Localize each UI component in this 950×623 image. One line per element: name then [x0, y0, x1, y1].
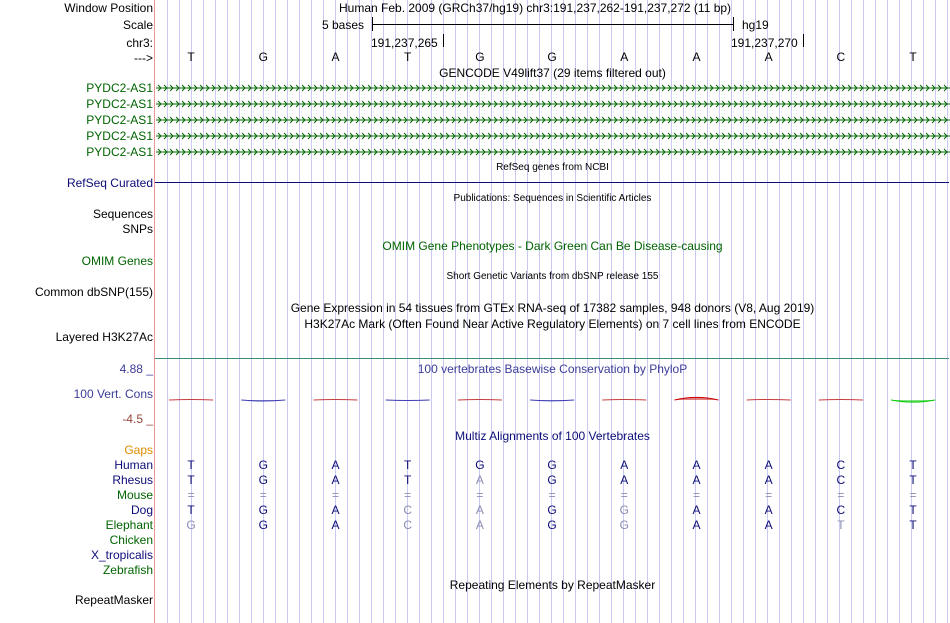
- alignment-base[interactable]: A: [692, 473, 701, 487]
- alignment-base[interactable]: =: [909, 488, 917, 502]
- phylop-score-mark[interactable]: [602, 400, 646, 401]
- reference-base[interactable]: A: [764, 50, 773, 64]
- alignment-base[interactable]: A: [331, 518, 340, 532]
- alignment-base[interactable]: A: [692, 503, 701, 517]
- strand-label[interactable]: --->: [134, 51, 153, 65]
- gencode-item-label[interactable]: PYDC2-AS1: [86, 97, 153, 111]
- alignment-base[interactable]: C: [403, 518, 413, 532]
- phylop-score-mark[interactable]: [819, 399, 863, 400]
- reference-base[interactable]: A: [620, 50, 629, 64]
- gencode-feature[interactable]: [156, 84, 950, 92]
- alignment-base[interactable]: T: [909, 473, 917, 487]
- alignment-base[interactable]: C: [403, 503, 413, 517]
- gencode-feature[interactable]: [156, 116, 950, 124]
- reference-base[interactable]: T: [404, 50, 412, 64]
- alignment-base[interactable]: T: [187, 503, 195, 517]
- phylop-score-mark[interactable]: [747, 400, 791, 401]
- position-label-2: 191,237,270: [731, 36, 798, 50]
- h3k27ac-track-title[interactable]: H3K27Ac Mark (Often Found Near Active Regulatory Elements) on 7 cell lines from ENCODE: [304, 317, 801, 331]
- gencode-item-label[interactable]: PYDC2-AS1: [86, 145, 153, 159]
- gencode-feature[interactable]: [156, 100, 950, 108]
- alignment-base[interactable]: G: [547, 473, 557, 487]
- dbsnp-track-title[interactable]: Short Genetic Variants from dbSNP release 155: [446, 271, 659, 282]
- reference-base[interactable]: G: [258, 50, 268, 64]
- reference-base[interactable]: T: [909, 50, 917, 64]
- species-label[interactable]: X_tropicalis: [90, 548, 153, 562]
- phylop-label[interactable]: 100 Vert. Cons: [73, 387, 153, 401]
- gencode-item-label[interactable]: PYDC2-AS1: [86, 129, 153, 143]
- phylop-min-label: -4.5 _: [122, 412, 153, 426]
- phylop-score-mark[interactable]: [458, 400, 502, 401]
- position-tick-1: [443, 34, 444, 47]
- alignment-base[interactable]: T: [909, 458, 917, 472]
- h3k27ac-signal-line[interactable]: [155, 358, 949, 359]
- alignment-base[interactable]: T: [404, 458, 412, 472]
- repeatmasker-track-title[interactable]: Repeating Elements by RepeatMasker: [449, 578, 656, 592]
- chr-label[interactable]: chr3:: [126, 36, 153, 50]
- alignment-base[interactable]: A: [620, 473, 629, 487]
- reference-base[interactable]: A: [331, 50, 340, 64]
- refseq-track-title[interactable]: RefSeq genes from NCBI: [496, 162, 609, 173]
- species-label[interactable]: Dog: [130, 503, 153, 517]
- alignment-base[interactable]: G: [619, 518, 629, 532]
- window-position-text[interactable]: Human Feb. 2009 (GRCh37/hg19) chr3:191,237,262-191,237,272 (11 bp): [339, 1, 732, 15]
- alignment-base[interactable]: C: [836, 458, 846, 472]
- species-label[interactable]: Chicken: [109, 533, 153, 547]
- gaps-label[interactable]: Gaps: [124, 443, 153, 457]
- multiz-track-title[interactable]: Multiz Alignments of 100 Vertebrates: [455, 429, 650, 443]
- position-label-1: 191,237,265: [371, 36, 438, 50]
- refseq-gene-line[interactable]: [155, 182, 949, 183]
- h3k27ac-label[interactable]: Layered H3K27Ac: [55, 330, 153, 344]
- alignment-base[interactable]: A: [331, 473, 340, 487]
- alignment-base[interactable]: G: [258, 518, 268, 532]
- phylop-max-label: 4.88 _: [119, 362, 153, 376]
- alignment-base[interactable]: T: [837, 518, 845, 532]
- reference-base[interactable]: G: [475, 50, 485, 64]
- alignment-base[interactable]: A: [764, 518, 773, 532]
- repeatmasker-label[interactable]: RepeatMasker: [74, 593, 153, 607]
- sequences-label[interactable]: Sequences: [92, 207, 153, 221]
- phylop-score-mark[interactable]: [386, 400, 430, 401]
- alignment-base[interactable]: A: [692, 518, 701, 532]
- reference-base[interactable]: A: [692, 50, 701, 64]
- phylop-score-mark[interactable]: [314, 400, 358, 401]
- alignment-base[interactable]: A: [475, 518, 484, 532]
- dbsnp-label[interactable]: Common dbSNP(155): [34, 285, 153, 299]
- alignment-base[interactable]: G: [547, 458, 557, 472]
- alignment-base[interactable]: G: [258, 458, 268, 472]
- species-label[interactable]: Human: [114, 458, 153, 472]
- alignment-base[interactable]: T: [909, 503, 917, 517]
- species-label[interactable]: Elephant: [105, 518, 153, 532]
- alignment-base[interactable]: =: [404, 488, 412, 502]
- alignment-base[interactable]: C: [836, 503, 846, 517]
- alignment-base[interactable]: =: [620, 488, 628, 502]
- phylop-score-mark[interactable]: [241, 400, 285, 401]
- phylop-wiggle[interactable]: [155, 390, 950, 410]
- alignment-base[interactable]: A: [331, 458, 340, 472]
- scale-bar-left-tick: [372, 17, 373, 31]
- scale-bar: [372, 24, 733, 25]
- species-label[interactable]: Mouse: [116, 488, 153, 502]
- gencode-track-title[interactable]: GENCODE V49lift37 (29 items filtered out): [439, 66, 666, 80]
- alignment-base[interactable]: T: [187, 458, 195, 472]
- alignment-base[interactable]: =: [331, 488, 339, 502]
- omim-track-title[interactable]: OMIM Gene Phenotypes - Dark Green Can Be Disease-causing: [382, 239, 723, 253]
- alignment-base[interactable]: C: [836, 473, 846, 487]
- gencode-item-label[interactable]: PYDC2-AS1: [86, 113, 153, 127]
- alignment-base[interactable]: A: [764, 473, 773, 487]
- alignment-base[interactable]: A: [620, 458, 629, 472]
- gencode-item-label[interactable]: PYDC2-AS1: [86, 81, 153, 95]
- alignment-base[interactable]: G: [186, 518, 196, 532]
- alignment-base[interactable]: =: [476, 488, 484, 502]
- scale-label[interactable]: Scale: [122, 18, 153, 32]
- alignment-base[interactable]: A: [764, 458, 773, 472]
- alignment-base[interactable]: =: [548, 488, 556, 502]
- alignment-base[interactable]: T: [404, 473, 412, 487]
- alignment-base[interactable]: T: [909, 518, 917, 532]
- alignment-base[interactable]: G: [258, 473, 268, 487]
- alignment-base[interactable]: G: [619, 503, 629, 517]
- phylop-score-mark[interactable]: [169, 400, 213, 401]
- phylop-track-title[interactable]: 100 vertebrates Basewise Conservation by PhyloP: [417, 362, 688, 376]
- alignment-base[interactable]: A: [475, 503, 484, 517]
- alignment-base[interactable]: =: [259, 488, 267, 502]
- phylop-score-mark[interactable]: [891, 400, 935, 402]
- alignment-base[interactable]: =: [765, 488, 773, 502]
- position-tick-2: [803, 34, 804, 47]
- alignment-base[interactable]: A: [692, 458, 701, 472]
- assembly-label: hg19: [742, 18, 769, 32]
- alignment-base[interactable]: =: [692, 488, 700, 502]
- publications-track-title[interactable]: Publications: Sequences in Scientific Articles: [453, 193, 652, 204]
- window-position-label[interactable]: Window Position: [64, 1, 153, 15]
- alignment-base[interactable]: G: [258, 503, 268, 517]
- alignment-base[interactable]: =: [837, 488, 845, 502]
- omim-label[interactable]: OMIM Genes: [81, 254, 153, 268]
- alignment-base[interactable]: =: [187, 488, 195, 502]
- alignment-base[interactable]: G: [547, 503, 557, 517]
- alignment-base[interactable]: T: [187, 473, 195, 487]
- gencode-feature[interactable]: [156, 148, 950, 156]
- scale-text: 5 bases: [322, 18, 365, 32]
- phylop-score-mark[interactable]: [675, 397, 719, 400]
- scale-bar-right-tick: [733, 17, 734, 31]
- gtex-track-title[interactable]: Gene Expression in 54 tissues from GTEx RNA-seq of 17382 samples, 948 donors (V8, Aug 2019): [290, 301, 815, 315]
- alignment-base[interactable]: A: [331, 503, 340, 517]
- species-label[interactable]: Rhesus: [112, 473, 153, 487]
- alignment-base[interactable]: A: [764, 503, 773, 517]
- snps-label[interactable]: SNPs: [122, 222, 153, 236]
- alignment-base[interactable]: G: [547, 518, 557, 532]
- gencode-feature[interactable]: [156, 132, 950, 140]
- refseq-label[interactable]: RefSeq Curated: [66, 176, 153, 190]
- alignment-base[interactable]: A: [475, 473, 484, 487]
- phylop-score-mark[interactable]: [530, 400, 574, 401]
- reference-base[interactable]: G: [547, 50, 557, 64]
- reference-base[interactable]: T: [187, 50, 195, 64]
- alignment-base[interactable]: G: [475, 458, 485, 472]
- reference-base[interactable]: C: [836, 50, 846, 64]
- species-label[interactable]: Zebrafish: [102, 563, 153, 577]
